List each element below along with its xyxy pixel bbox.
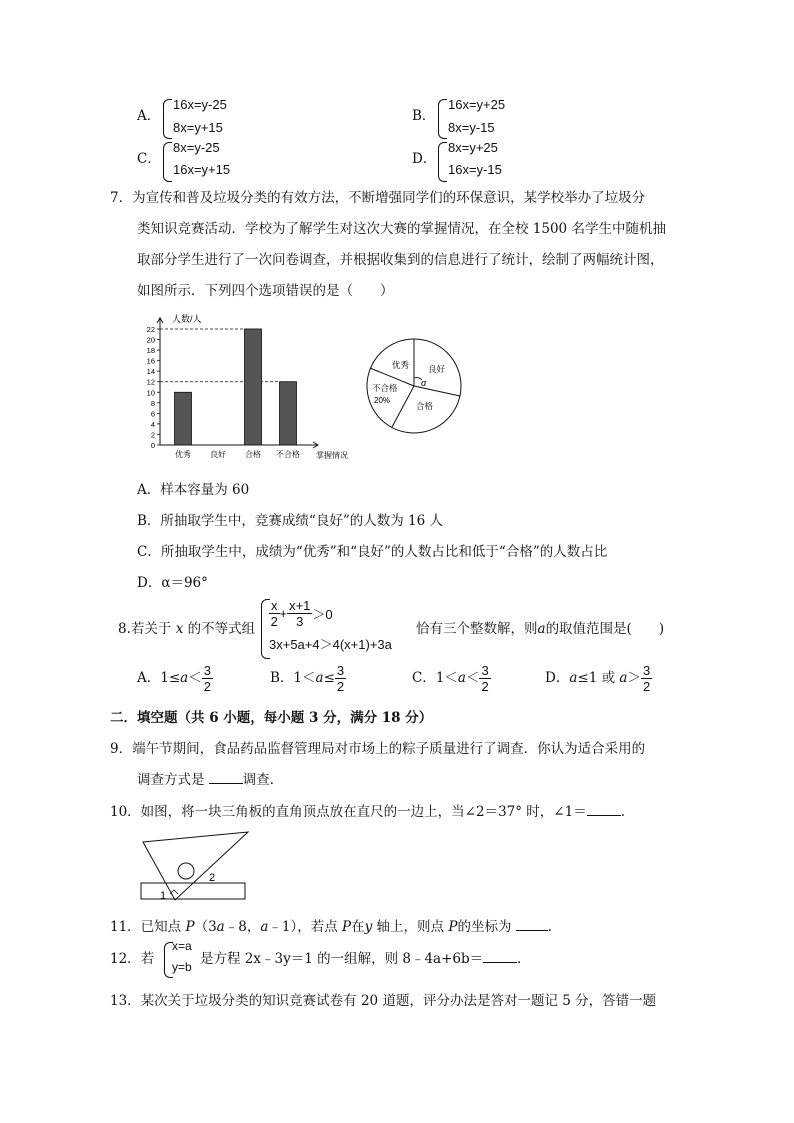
text: 的取值范围是( ) [545,621,665,637]
option-label: B． [412,108,436,124]
category-label: 合格 [245,450,261,459]
y-axis-label: 人数/人 [172,314,202,324]
q7-text-line4: 如图所示．下列四个选项错误的是（ ） [137,283,394,299]
q8-stem-suffix [416,617,664,637]
brace-icon [438,99,447,139]
pie-label: 合格 [416,401,434,411]
variable: P [448,919,458,935]
pie-label: 不合格 [372,383,398,393]
numerator: 3 [336,663,345,678]
bar [175,392,192,445]
text: 的坐标为 [457,919,516,935]
equation: 16x=y+25 [448,97,506,112]
variable: a [260,919,269,935]
q7-text-line2: 类知识竞赛活动．学校为了解学生对这次大赛的掌握情况，在全校 1500 名学生中随机抽 [137,221,666,237]
equation: 8x=y-15 [448,120,495,135]
plus: + [279,606,288,621]
variable: P [342,919,352,935]
answer-blank[interactable] [209,783,243,784]
variable: P [185,919,195,935]
equation: y=b [172,960,192,974]
operator: ≤ [323,670,335,686]
fraction [335,663,346,694]
y-tick-label: 18 [146,346,155,356]
q8-option-a [137,663,213,694]
bar-chart [138,312,364,464]
pie-percent-label: 20% [374,396,391,405]
denominator: 2 [481,679,489,694]
y-tick-label: 6 [150,409,155,419]
variable: a [216,919,225,935]
fraction [641,663,652,694]
q7-text-line1: 7．为宣传和普及垃圾分类的有效方法，不断增强同学们的环保意识，某学校举办了垃圾分 [110,190,646,206]
operator: ＜ [188,670,202,686]
category-label: 良好 [210,450,226,459]
q7-option-b: B．所抽取学生中，竞赛成绩“良好”的人数为 16 人 [137,513,443,529]
q8-stem-prefix [118,617,255,637]
text: ﹣1），若点 [268,919,343,935]
q9-text-line2 [137,768,283,788]
denominator: 2 [336,679,345,694]
text: ≤1 或 [577,670,620,686]
triangle-hole [178,863,194,879]
angle-label-1: 1 [160,890,167,902]
text: 8.若关于 [118,621,172,637]
equation: x=a [172,939,192,953]
q12-prefix: 12．若 [110,951,155,967]
equation: 16x=y-25 [173,97,227,112]
equation: 16x=y-15 [448,162,502,177]
answer-blank[interactable] [483,962,517,963]
inequality-1 [269,598,333,629]
denominator: 2 [642,679,651,694]
text: 11．已知点 [110,919,186,935]
equation: 8x=y+15 [173,120,223,135]
q8-option-c [412,663,491,694]
comparison: ＞0 [312,607,333,622]
triangle-shape [143,832,248,900]
fraction [287,598,312,629]
equation: 16x=y+15 [173,162,231,177]
brace-icon [438,142,447,182]
text: ． [547,919,562,935]
option-label: C． [137,151,161,167]
denominator: 3 [296,614,304,629]
brace-icon [163,99,172,139]
text: ． [517,951,531,967]
text: 调查． [242,772,284,788]
fraction [202,663,213,694]
q12-text [200,947,531,967]
option-label: A． [137,108,161,124]
q9-text-line1: 9．端午节期间，食品药品监督管理局对市场上的粽子质量进行了调查．你认为适合采用的 [110,741,646,757]
numerator: 3 [481,663,489,678]
text: 调查方式是 [137,772,209,788]
text: A．1≤ [137,670,181,686]
variable: a [315,670,324,686]
alpha-label: α [421,378,427,388]
fraction [269,598,280,629]
answer-blank[interactable] [516,930,548,931]
option-label: D． [412,151,437,167]
variable: x [175,621,184,637]
brace-icon [163,142,172,182]
bar [280,382,297,445]
question-11 [110,915,561,935]
pie-label: 良好 [428,364,446,374]
answer-blank[interactable] [587,815,621,816]
category-label: 不合格 [276,450,300,459]
triangle-ruler-figure [138,828,250,904]
y-tick-label: 12 [146,377,155,387]
q7-option-a: A．样本容量为 60 [137,482,250,498]
numerator: x [271,598,278,613]
text: D． [545,670,570,686]
text: 恰有三个整数解，则 [416,621,538,637]
variable: a [537,621,546,637]
equation: 8x=y-25 [173,140,220,155]
q13-text: 13．某次关于垃圾分类的知识竞赛试卷有 20 道题，评分办法是答对一题记 5 分，答错一题 [110,993,657,1009]
text: 的不等式组 [187,621,256,637]
variable: y [364,919,373,935]
y-tick-label: 0 [150,441,155,450]
variable: a [180,670,189,686]
pie-chart [362,334,466,438]
variable: a [619,670,628,686]
text: 轴上，则点 [372,919,449,935]
inequality-2: 3x+5a+4＞4(x+1)+3a [269,637,392,652]
q8-option-d [545,663,652,694]
variable: a [569,670,578,686]
q7-option-d: D．α＝96° [137,575,208,591]
numerator: 3 [203,663,211,678]
numerator: x+1 [289,598,311,613]
variable: a [457,670,466,686]
y-tick-label: 14 [146,367,155,377]
denominator: 2 [270,614,278,629]
y-tick-label: 8 [150,398,155,408]
y-tick-label: 4 [150,419,155,429]
text: 是方程 2x﹣3y＝1 的一组解，则 8﹣4a+6b＝ [200,951,484,967]
text: （3 [194,919,217,935]
ruler-shape [141,883,245,899]
y-tick-label: 2 [150,430,155,440]
q10-text [110,800,634,820]
numerator: 3 [642,663,651,678]
denominator: 2 [203,679,211,694]
text: 在 [351,919,365,935]
text: ﹣8， [224,919,261,935]
text: 10．如图，将一块三角板的直角顶点放在直尺的一边上，当∠2＝37° 时，∠1＝ [110,804,587,820]
y-tick-label: 20 [146,335,155,345]
operator: ＜ [465,670,480,686]
bar [245,329,262,445]
text: ． [620,804,635,820]
section-heading: 二．填空题（共 6 小题，每小题 3 分，满分 18 分） [110,710,433,726]
text: B．1＜ [270,670,316,686]
q7-option-c: C．所抽取学生中，成绩为“优秀”和“良好”的人数占比和低于“合格”的人数占比 [137,544,608,560]
equation: 8x=y+25 [448,140,498,155]
text: C．1＜ [412,670,458,686]
fraction [479,663,490,694]
y-tick-label: 10 [146,388,155,398]
y-tick-label: 22 [146,325,155,334]
y-tick-label: 16 [146,356,155,366]
category-label: 优秀 [175,450,191,459]
q8-option-b [270,663,346,694]
operator: ＞ [627,670,641,686]
pie-label: 优秀 [392,360,410,370]
q7-text-line3: 取部分学生进行了一次问卷调查，并根据收集到的信息进行了统计，绘制了两幅统计图， [137,252,664,268]
x-axis-label: 掌握情况 [316,451,348,460]
angle-label-2: 2 [209,872,216,884]
